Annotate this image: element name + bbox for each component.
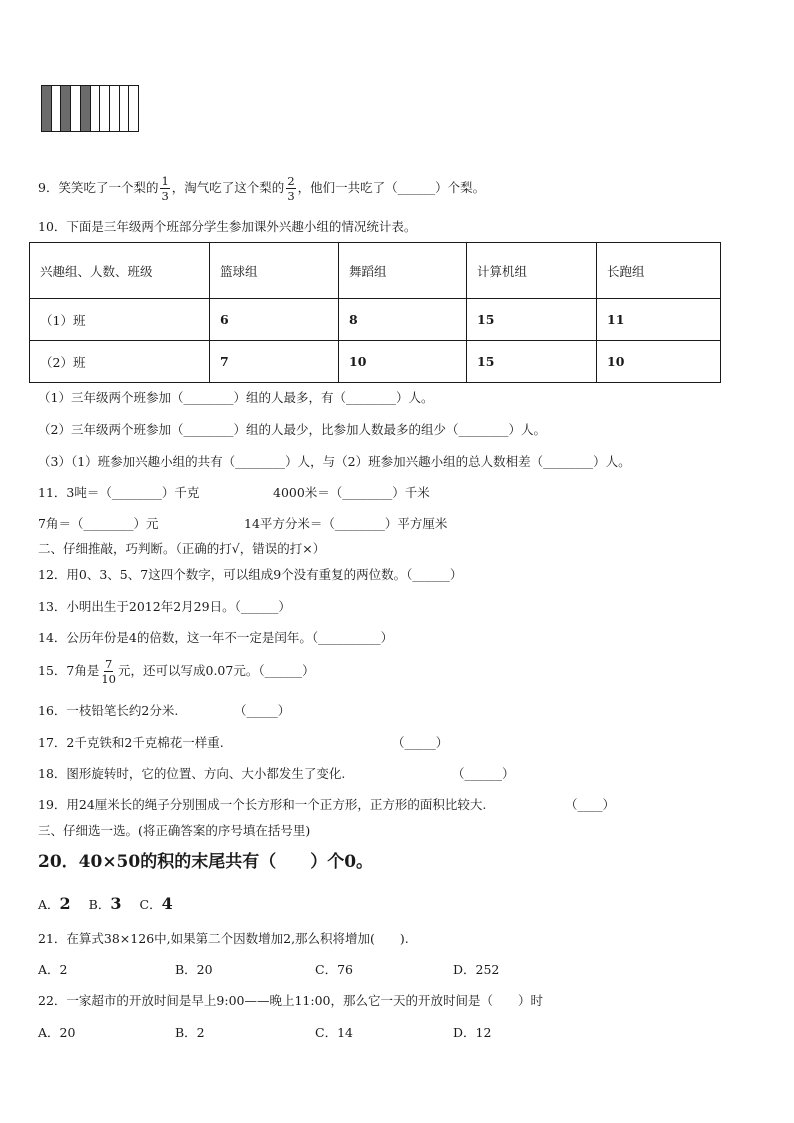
table-header-cell: 篮球组 [210,243,339,299]
question-17: 17．2千克铁和2千克棉花一样重. [38,735,224,750]
table-cell: （2）班 [30,341,210,383]
table-cell: （1）班 [30,299,210,341]
q15-numerator: 7 [105,657,113,671]
stats-table [29,242,721,383]
q19-answer-blank: （____） [565,797,616,812]
q16-answer-blank: （_____） [234,703,291,718]
q11-b: 4000米＝（________）千米 [273,485,430,500]
question-19: 19．用24厘米长的绳子分别围成一个长方形和一个正方形，正方形的面积比较大. [38,797,487,812]
table-header-cell: 兴趣组、人数、班级 [30,243,210,299]
q11-a: 11．3吨＝（________）千克 [38,485,200,500]
q21-option-c[interactable]: C．76 [315,962,353,977]
table-cell: 15 [467,299,597,341]
table-cell: 10 [597,341,721,383]
option-value: 2 [59,894,71,913]
stripe-blank [52,86,62,131]
q20-options [38,896,173,912]
question-13: 13．小明出生于2012年2月29日。（______） [38,599,291,614]
table-row [30,341,721,383]
q15-before: 15．7角是 [38,663,100,679]
q9-frac1-denominator: 3 [161,189,169,204]
q21-option-b[interactable]: B．20 [175,962,213,977]
q9-before: 9．笑笑吃了一个梨的 [38,180,159,196]
table-cell: 7 [210,341,339,383]
q9-frac2-denominator: 3 [287,189,295,204]
stripe-blank [120,86,130,131]
q18-answer-blank: （______） [452,766,515,781]
stripe-shaded [81,86,91,131]
table-cell: 15 [467,341,597,383]
q21-option-a[interactable]: A．2 [38,962,68,977]
option-label: A． [38,897,60,912]
stripe-blank [91,86,101,131]
q10-sub-3: （3）（1）班参加兴趣小组的共有（________）人，与（2）班参加兴趣小组的总人数相差（________）人。 [38,454,631,469]
q9-fraction-2 [286,175,295,202]
stripe-shaded [61,86,71,131]
question-14: 14．公历年份是4的倍数，这一年不一定是闰年。（__________） [38,630,394,645]
question-22: 22．一家超市的开放时间是早上9:00——晚上11:00，那么它一天的开放时间是（ ）时 [38,993,544,1008]
stripe-figure [41,85,139,132]
option-label: B． [88,897,111,912]
question-20: 20．40×50的积的末尾共有（ ）个0。 [38,852,374,872]
q10-intro: 10．下面是三年级两个班部分学生参加课外兴趣小组的情况统计表。 [38,219,417,234]
question-15 [38,658,315,685]
q22-option-c[interactable]: C．14 [315,1025,353,1040]
question-21: 21．在算式38×126中,如果第二个因数增加2,那么积将增加( ). [38,931,409,946]
q9-after: ，他们一共吃了（______）个梨。 [297,180,486,196]
q22-option-d[interactable]: D．12 [453,1025,492,1040]
option-label: C． [139,897,162,912]
table-cell: 10 [339,341,467,383]
stripe-blank [71,86,81,131]
q17-answer-blank: （_____） [392,735,449,750]
table-cell: 6 [210,299,339,341]
q15-after: 元，还可以写成0.07元。（______） [118,663,315,679]
q22-option-a[interactable]: A．20 [38,1025,76,1040]
stripe-blank [110,86,120,131]
q9-frac2-numerator: 2 [287,174,295,188]
q9-fraction-1 [160,175,169,202]
stripe-shaded [42,86,52,131]
q20-option-b[interactable] [89,896,122,912]
question-16: 16．一枝铅笔长约2分米. [38,703,179,718]
section-3-heading: 三、仔细选一选。(将正确答案的序号填在括号里) [38,823,311,838]
q20-option-a[interactable] [38,896,71,912]
q9-middle: ，淘气吃了这个梨的 [171,180,285,196]
question-12: 12．用0、3、5、7这四个数字，可以组成9个没有重复的两位数。（______） [38,567,463,582]
q22-option-b[interactable]: B．2 [175,1025,205,1040]
q11-c: 7角＝（________）元 [38,516,159,531]
question-18: 18．图形旋转时，它的位置、方向、大小都发生了变化. [38,766,346,781]
option-value: 4 [161,894,173,913]
option-value: 3 [110,894,122,913]
q10-sub-2: （2）三年级两个班参加（________）组的人最少，比参加人数最多的组少（________）人。 [38,422,546,437]
q15-denominator: 10 [101,672,116,687]
table-header-cell: 舞蹈组 [339,243,467,299]
q11-d: 14平方分米＝（________）平方厘米 [244,516,448,531]
table-header-cell: 长跑组 [597,243,721,299]
stripe-blank [129,86,138,131]
question-9 [38,175,485,202]
q15-fraction [101,658,116,685]
q20-option-c[interactable] [140,896,173,912]
stripe-blank [100,86,110,131]
q9-frac1-numerator: 1 [161,174,169,188]
q21-option-d[interactable]: D．252 [453,962,500,977]
table-header-cell: 计算机组 [467,243,597,299]
table-cell: 11 [597,299,721,341]
table-header-row [30,243,721,299]
table-row [30,299,721,341]
table-cell: 8 [339,299,467,341]
section-2-heading: 二、仔细推敲，巧判断。（正确的打√，错误的打×） [38,541,326,556]
q10-sub-1: （1）三年级两个班参加（________）组的人最多，有（________）人。 [38,390,434,405]
